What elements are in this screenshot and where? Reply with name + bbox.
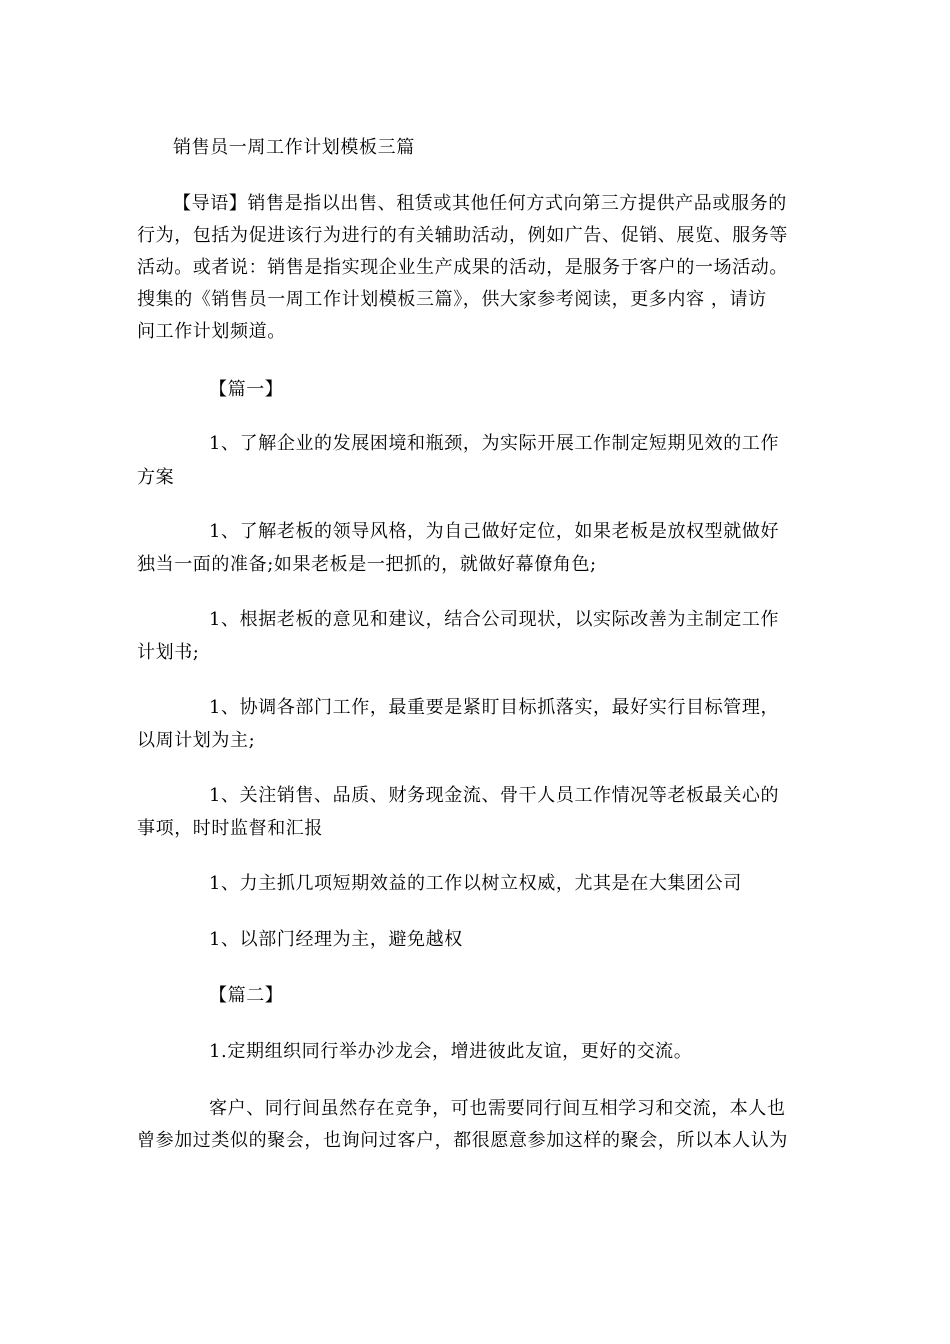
list-item-3-line-2: 计划书; [137, 642, 200, 663]
section2-paragraph-line-1: 客户、同行间虽然存在竞争，可也需要同行间互相学习和交流，本人也 [209, 1098, 786, 1119]
list-item-4-line-2: 以周计划为主; [137, 730, 256, 751]
list-item-5-line-2: 事项，时时监督和汇报 [137, 818, 323, 839]
section-heading-2: 【篇二】 [209, 985, 284, 1006]
intro-line: 行为，包括为促进该行为进行的有关辅助活动，例如广告、促销、展览、服务等 [137, 225, 788, 246]
list-item-1-line-2: 方案 [137, 467, 175, 488]
document-title: 销售员一周工作计划模板三篇 [173, 137, 415, 158]
section-heading-1: 【篇一】 [209, 379, 284, 400]
intro-line: 搜集的《销售员一周工作计划模板三篇》，供大家参考阅读，更多内容 ，请访 [137, 289, 767, 310]
list-item-4-line-1: 1、协调各部门工作，最重要是紧盯目标抓落实，最好实行目标管理， [209, 697, 780, 718]
list-item-6: 1、力主抓几项短期效益的工作以树立权威，尤其是在大集团公司 [209, 873, 742, 894]
intro-paragraph-rest [137, 220, 788, 348]
intro-line: 问工作计划频道。 [137, 321, 286, 342]
list-item-7: 1、以部门经理为主，避免越权 [209, 929, 463, 950]
list-item-2-line-1: 1、了解老板的领导风格，为自己做好定位，如果老板是放权型就做好 [209, 521, 780, 542]
section2-paragraph-line-2: 曾参加过类似的聚会，也询问过客户，都很愿意参加这样的聚会，所以本人认为 [137, 1130, 788, 1151]
section2-item-1: 1.定期组织同行举办沙龙会，增进彼此友谊，更好的交流。 [209, 1041, 693, 1062]
list-item-1-line-1: 1、了解企业的发展困境和瓶颈，为实际开展工作制定短期见效的工作 [209, 433, 780, 454]
intro-paragraph-line-1 [173, 188, 787, 220]
list-item-5-line-1: 1、关注销售、品质、财务现金流、骨干人员工作情况等老板最关心的 [209, 785, 780, 806]
intro-line: 【导语】销售是指以出售、租赁或其他任何方式向第三方提供产品或服务的 [173, 193, 787, 214]
list-item-2-line-2: 独当一面的准备;如果老板是一把抓的，就做好幕僚角色; [137, 554, 597, 575]
list-item-3-line-1: 1、根据老板的意见和建议，结合公司现状，以实际改善为主制定工作 [209, 609, 780, 630]
intro-line: 活动。或者说：销售是指实现企业生产成果的活动，是服务于客户的一场活动。 [137, 257, 788, 278]
